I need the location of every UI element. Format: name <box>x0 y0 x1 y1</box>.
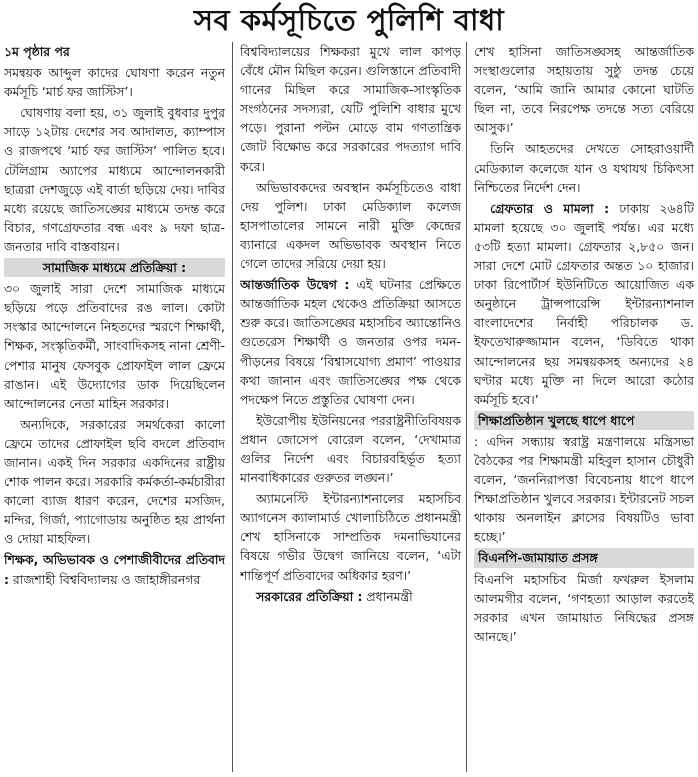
subheading: বিএনপি-জামায়াত প্রসঙ্গ <box>474 548 694 567</box>
column-divider <box>466 42 467 772</box>
subheading: আন্তর্জাতিক উদ্বেগ : <box>240 277 350 293</box>
article-column-3 <box>474 42 694 775</box>
paragraph: অভিভাবকদের অবস্থান কর্মসূচিতেও বাধা দেয় পুলিশ। ঢাকা মেডিক্যাল কলেজ হাসপাতালের সামনে নারী মুক্তি কেন্দ্রের ব্যানারে একদল অভিভাবক অবস্থান নিতে গেলে তাদের সরিয়ে দেয়া হয়। <box>240 179 461 272</box>
subheading: শিক্ষাপ্রতিষ্ঠান খুলছে ধাপে ধাপে <box>474 411 694 430</box>
paragraph: বিশ্ববিদ্যালয়ের শিক্ষকরা মুখে লাল কাপড় বেঁধে মৌন মিছিল করেন। গুলিস্তানে প্রতিবাদী গানের মিছিল করে সামাজিক-সাংস্কৃতিক সংগঠনের সদস্যরা, যেটি পুলিশি বাধার মুখে পড়ে। পুরানা পল্টন মোড়ে বাম গণতান্ত্রিক জোট বিক্ষোভ করে সরকারের পদত্যাগ দাবি করে। <box>240 44 461 174</box>
paragraph: ইউরোপীয় ইউনিয়নের পররাষ্ট্রনীতিবিষয়ক প্রধান জোসেপ বোরেল বলেন, ‘দেখামাত্র গুলির নির্দেশ এবং বিচারবহির্ভূত হত্যা মানবাধিকারের গুরুতর লঙ্ঘন।’ <box>240 412 461 486</box>
paragraph: রাজশাহী বিশ্ববিদ্যালয় ও জাহাঙ্গীরনগর <box>12 571 201 587</box>
paragraph: তিনি আহতদের দেখতে সোহরাওয়ার্দী মেডিক্যাল কলেজে যান ও যথাযথ চিকিৎসা নিশ্চিতের নির্দেশ দেন। <box>474 141 694 195</box>
paragraph: সমন্বয়ক আব্দুল কাদের ঘোষণা করেন নতুন কর্মসূচি ‘মার্চ ফর জাস্টিস’। <box>4 65 225 100</box>
paragraph: শেখ হাসিনা জাতিসঙ্ঘসহ আন্তর্জাতিক সংস্থাগুলোর সহায়তায় সুষ্ঠু তদন্ত চেয়ে বলেন, ‘আমি জানি আমার কোনো ঘাটতি ছিল না, তবে নিরপেক্ষ তদন্তে সত্য বেরিয়ে আসুক।’ <box>474 44 694 136</box>
article-column-1 <box>4 42 225 775</box>
paragraph: অন্যদিকে, সরকারের সমর্থকেরা কালো ফ্রেমে তাদের প্রোফাইল ছবি বদলে প্রতিবাদ জানান। একই দিন সরকার একদিনের রাষ্ট্রীয় শোক পালন করে। সরকারি কর্মকর্তা-কর্মচারীরা কালো ব্যাজ ধারণ করেন, দেশের মসজিদ, মন্দির, গির্জা, প্যাগোডায় অনুষ্ঠিত হয় প্রার্থনা ও দোয়া মাহফিল। <box>4 416 225 547</box>
continued-from-label: ১ম পৃষ্ঠার পর <box>4 44 70 59</box>
paragraph: প্রধানমন্ত্রী <box>366 588 413 604</box>
paragraph: বিএনপি মহাসচিব মির্জা ফখরুল ইসলাম আলমগীর বলেন, ‘গণহত্যা আড়াল করতেই সরকার এখন জামায়াত নিষিদ্ধের প্রসঙ্গ আনছে।’ <box>474 571 694 644</box>
paragraph: এই ঘটনার প্রেক্ষিতে আন্তর্জাতিক মহল থেকেও প্রতিক্রিয়া আসতে শুরু করে। জাতিসঙ্ঘের মহাসচিব অ্যান্তোনিও গুতেরেস শিক্ষার্থী ও জনতার ওপর দমন-পীড়নের বিষয়ে ‘বিশ্বাসযোগ্য প্রমাণ’ পাওয়ার কথা জানান এবং জাতিসঙ্ঘের পক্ষ থেকে পদক্ষেপ নিতে প্রস্তুতির ঘোষণা দেন। <box>240 277 461 407</box>
paragraph: ৩০ জুলাই সারা দেশে সামাজিক মাধ্যমে ছড়িয়ে পড়ে প্রতিবাদের রঙ লাল। কোটা সংস্কার আন্দোলনে নিহতদের স্মরণে শিক্ষার্থী, শিক্ষক, সংস্কৃতিকর্মী, সাংবাদিকসহ নানা শ্রেণী-পেশার মানুষ ফেসবুক প্রোফাইল লাল ফ্রেমে রাঙান। এই উদ্যোগের ডাক দিয়েছিলেন আন্দোলনের নেতা মাহিন সরকার। <box>4 281 225 411</box>
subheading: গ্রেফতার ও মামলা : <box>490 200 610 216</box>
subheading: সরকারের প্রতিক্রিয়া : <box>256 588 363 604</box>
headline: সব কর্মসূচিতে পুলিশি বাধা <box>193 3 505 37</box>
column-divider <box>232 42 233 772</box>
paragraph: ঢাকায় ২৬৪টি মামলা হয়েছে ৩০ জুলাই পর্যন্ত। এর মধ্যে ৫৩টি হত্যা মামলা। গ্রেফতার ২,৮৫০ জন। সারা দেশে মোট গ্রেফতার অন্তত ১০ হাজার। ঢাকা রিপোর্টার্স ইউনিটিতে আয়োজিত এক অনুষ্ঠানে ট্রান্সপারেন্সি ইন্টারন্যাশনাল বাংলাদেশের নির্বাহী পরিচালক ড. ইফতেখারুজ্জামান বলেন, ‘ডিবিতে থাকা আন্দোলনের ছয় সমন্বয়কসহ অন্যদের ২৪ ঘণ্টার মধ্যে মুক্তি না দিলে আরো কঠোর কর্মসূচি হবে।’ <box>474 200 694 407</box>
paragraph: ঘোষণায় বলা হয়, ৩১ জুলাই বুধবার দুপুর সাড়ে ১২টায় দেশের সব আদালত, ক্যাম্পাস ও রাজপথে ‘মার্চ ফর জাস্টিস’ পালিত হবে। টেলিগ্রাম অ্যাপের মাধ্যমে আন্দোলনকারী ছাত্ররা দেশজুড়ে এই বার্তা ছড়িয়ে দেয়। দাবির মধ্যে রয়েছে জাতিসঙ্ঘের মাধ্যমে তদন্ত করে বিচার, গণগ্রেফতার বন্ধ এবং ৯ দফা ছাত্র-জনতার দাবি বাস্তবায়ন। <box>4 105 225 254</box>
article-column-2 <box>240 42 461 775</box>
paragraph: অ্যামনেস্টি ইন্টারন্যাশনালের মহাসচিব অ্যাগনেস ক্যালামার্ড খোলাচিঠিতে প্রধানমন্ত্রী শেখ হাসিনাকে সাম্প্রতিক দমনাভিযানের বিষয়ে গভীর উদ্বেগ জানিয়ে বলেন, ‘এটা শান্তিপূর্ণ প্রতিবাদের অধিকার হরণ।’ <box>240 491 461 583</box>
subheading: সামাজিক মাধ্যমে প্রতিক্রিয়া : <box>4 258 225 277</box>
paragraph: : এদিন সন্ধ্যায় স্বরাষ্ট্র মন্ত্রণালয়ে মন্ত্রিসভা বৈঠকের পর শিক্ষামন্ত্রী মহিবুল হাসান চৌধুরী বলেন, ‘জননিরাপত্তা বিবেচনায় ধাপে ধাপে শিক্ষাপ্রতিষ্ঠান খুলবে সরকার। ইন্টারনেট সচল থাকায় অনলাইন ক্লাসের বিষয়টিও ভাবা হচ্ছে।’ <box>474 433 694 545</box>
subheading: শিক্ষক, অভিভাবক ও পেশাজীবীদের প্রতিবাদ : <box>4 552 225 587</box>
